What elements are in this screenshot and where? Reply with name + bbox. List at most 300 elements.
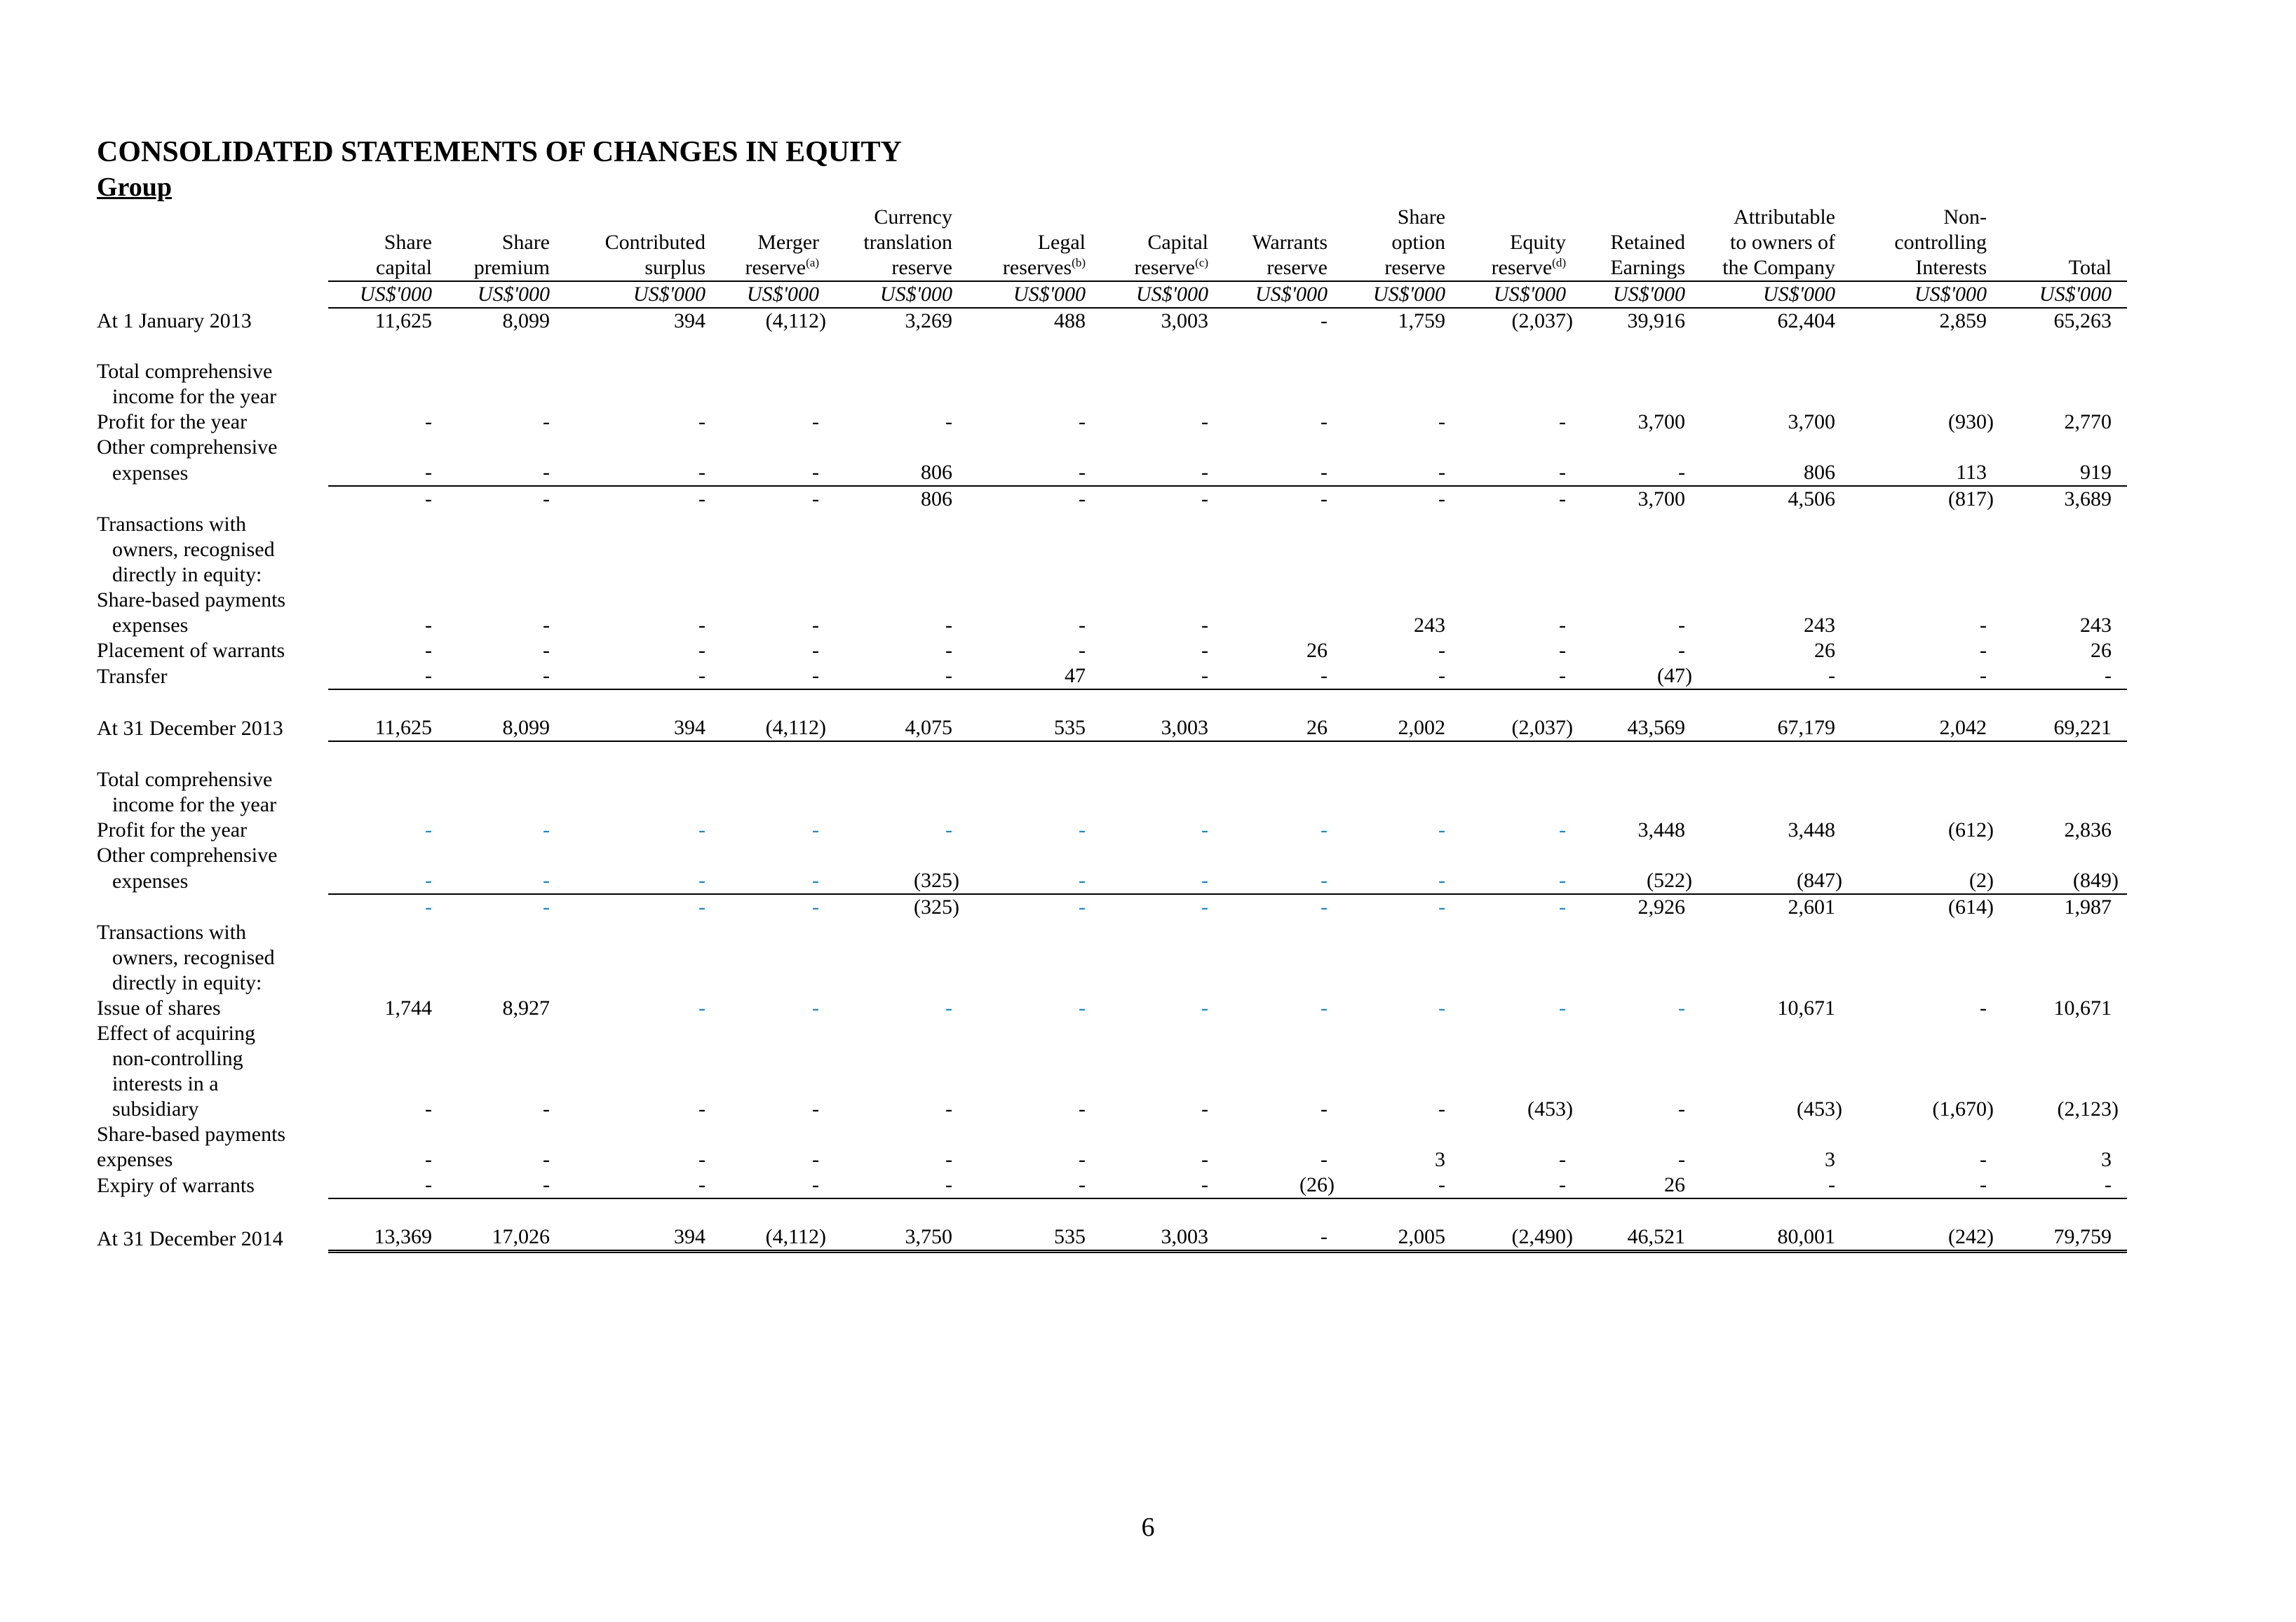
cell-value: - <box>1079 996 1086 1020</box>
cell-value: - <box>1321 1148 1328 1171</box>
value-cell <box>328 588 447 613</box>
table-row <box>97 410 2127 435</box>
cell-value: - <box>1559 410 1566 433</box>
value-cell <box>1461 920 1581 945</box>
value-cell <box>2002 512 2127 537</box>
value-cell <box>1224 1224 1343 1252</box>
cell-value: - <box>425 487 432 511</box>
cell-value: - <box>1678 996 1685 1020</box>
value-cell <box>1461 767 1581 792</box>
value-cell <box>835 359 968 384</box>
value-cell <box>1701 1147 1851 1172</box>
value-cell <box>1343 613 1461 638</box>
value-cell <box>968 894 1101 920</box>
value-cell <box>968 562 1101 588</box>
cell-value: - <box>1559 1173 1566 1196</box>
value-cell <box>2002 1122 2127 1147</box>
value-cell <box>1101 767 1224 792</box>
column-header-text: controlling <box>1894 231 1987 254</box>
cell-value: - <box>945 664 952 687</box>
unit-label <box>565 281 721 308</box>
row-label: expenses <box>112 461 189 485</box>
footnote-marker: (d) <box>1552 256 1566 269</box>
unit-text: US$'000 <box>1372 283 1445 306</box>
value-cell <box>1581 792 1701 818</box>
cell-value: 13,369 <box>374 1225 432 1248</box>
cell-value: - <box>698 818 705 842</box>
cell-value: - <box>425 664 432 687</box>
value-cell <box>1224 308 1343 334</box>
cell-value: - <box>1438 1097 1445 1121</box>
cell-value: 488 <box>1054 309 1086 332</box>
value-cell <box>565 894 721 920</box>
cell-value: - <box>945 614 952 637</box>
value-cell <box>447 638 565 663</box>
value-cell <box>1343 715 1461 741</box>
value-cell <box>1581 384 1701 410</box>
value-cell <box>1461 792 1581 818</box>
value-cell <box>2002 1021 2127 1046</box>
cell-value: - <box>543 869 550 892</box>
cell-value <box>1328 614 1343 637</box>
spacer-cell <box>97 334 2127 359</box>
value-cell <box>2002 920 2127 945</box>
value-cell <box>968 818 1101 843</box>
value-cell <box>1224 460 1343 486</box>
cell-value: (2) <box>1969 869 1994 892</box>
header-row <box>97 205 2127 230</box>
value-cell <box>2002 562 2127 588</box>
cell-value: 65,263 <box>2053 309 2112 332</box>
cell-value: 3,003 <box>1161 309 1208 332</box>
value-cell <box>447 359 565 384</box>
value-cell <box>1343 843 1461 868</box>
value-cell <box>1343 562 1461 588</box>
value-cell <box>1224 868 1343 894</box>
cell-value: - <box>1438 639 1445 662</box>
column-header <box>1851 255 2002 281</box>
value-cell <box>328 1147 447 1172</box>
value-cell <box>1101 1224 1224 1252</box>
value-cell <box>968 410 1101 435</box>
value-cell <box>721 613 835 638</box>
cell-value: - <box>543 896 550 919</box>
value-cell <box>721 1172 835 1198</box>
value-cell <box>968 588 1101 613</box>
cell-value: - <box>945 639 952 662</box>
row-label: At 31 December 2014 <box>97 1226 283 1250</box>
table-row <box>97 638 2127 663</box>
value-cell <box>1701 945 1851 971</box>
value-cell <box>2002 1097 2127 1122</box>
column-header <box>1581 255 1701 281</box>
value-cell <box>565 1021 721 1046</box>
value-cell <box>721 460 835 486</box>
cell-value: - <box>1438 818 1445 842</box>
value-cell <box>1701 920 1851 945</box>
cell-value: - <box>2105 664 2112 687</box>
row-label: Share-based payments <box>97 1123 286 1146</box>
value-cell <box>835 562 968 588</box>
row-label: Profit for the year <box>97 818 248 842</box>
column-header <box>1101 205 1224 230</box>
cell-value: (4,112) <box>765 309 826 332</box>
value-cell <box>1343 460 1461 486</box>
cell-value: - <box>425 461 432 484</box>
value-cell <box>1701 996 1851 1021</box>
value-cell <box>1461 1046 1581 1072</box>
value-cell <box>565 435 721 460</box>
value-cell <box>721 894 835 920</box>
column-header-text: capital <box>376 256 432 279</box>
cell-value: - <box>698 487 705 511</box>
column-header <box>1224 205 1343 230</box>
value-cell <box>1581 818 1701 843</box>
value-cell <box>721 715 835 741</box>
table-row <box>97 945 2127 971</box>
value-cell <box>565 384 721 410</box>
cell-value: - <box>1438 869 1445 892</box>
cell-value: - <box>425 614 432 637</box>
cell-value: - <box>1559 896 1566 919</box>
column-header-text: Retained <box>1610 231 1685 254</box>
cell-value: - <box>812 487 819 511</box>
cell-value: - <box>1201 664 1208 687</box>
value-cell <box>1581 588 1701 613</box>
unit-text: US$'000 <box>1914 283 1987 306</box>
value-cell <box>1101 818 1224 843</box>
value-cell <box>2002 1224 2127 1252</box>
table-row <box>97 308 2127 334</box>
cell-value: 806 <box>921 461 952 484</box>
cell-value: - <box>812 1148 819 1171</box>
value-cell <box>835 894 968 920</box>
value-cell <box>447 715 565 741</box>
value-cell <box>1461 486 1581 512</box>
cell-value: - <box>945 996 952 1020</box>
cell-value: 806 <box>921 487 952 511</box>
cell-value: (26) <box>1299 1173 1335 1196</box>
column-header-text: Contributed <box>605 231 705 254</box>
unit-label <box>968 281 1101 308</box>
value-cell <box>1701 308 1851 334</box>
value-cell <box>1461 1172 1581 1198</box>
column-header <box>328 230 447 255</box>
value-cell <box>968 1097 1101 1122</box>
cell-value: (614) <box>1948 896 1994 919</box>
cell-value: 3,700 <box>1637 410 1685 433</box>
column-header <box>565 205 721 230</box>
table-row <box>97 1122 2127 1147</box>
value-cell <box>2002 894 2127 920</box>
cell-value: 1,987 <box>2064 896 2112 919</box>
cell-value: 3,689 <box>2064 487 2112 511</box>
value-cell <box>1851 1147 2002 1172</box>
cell-value: - <box>543 1148 550 1171</box>
cell-value: - <box>543 410 550 433</box>
value-cell <box>835 843 968 868</box>
value-cell <box>721 843 835 868</box>
value-cell <box>328 1097 447 1122</box>
value-cell <box>447 613 565 638</box>
value-cell <box>1343 486 1461 512</box>
value-cell <box>328 818 447 843</box>
cell-value: - <box>1201 996 1208 1020</box>
cell-value: - <box>1559 996 1566 1020</box>
row-label: Effect of acquiring <box>97 1022 256 1045</box>
value-cell <box>565 868 721 894</box>
value-cell <box>1224 996 1343 1021</box>
value-cell <box>565 843 721 868</box>
value-cell <box>835 537 968 562</box>
value-cell <box>1224 512 1343 537</box>
value-cell <box>835 818 968 843</box>
cell-value: 26 <box>1814 639 1835 662</box>
value-cell <box>328 663 447 689</box>
value-cell <box>447 384 565 410</box>
value-cell <box>1343 663 1461 689</box>
row-label: directly in equity: <box>112 971 262 994</box>
value-cell <box>1701 715 1851 741</box>
value-cell <box>2002 1172 2127 1198</box>
value-cell <box>1343 512 1461 537</box>
value-cell <box>1581 996 1701 1021</box>
cell-value: - <box>1438 1173 1445 1196</box>
unit-label <box>1701 281 1851 308</box>
cell-value: (817) <box>1948 487 1994 511</box>
column-header-text: reserve <box>891 256 952 279</box>
cell-value: 3,700 <box>1788 410 1835 433</box>
cell-value: (2,123) <box>2057 1097 2119 1121</box>
cell-value: - <box>1438 664 1445 687</box>
value-cell <box>968 663 1101 689</box>
value-cell <box>1224 410 1343 435</box>
value-cell <box>1224 638 1343 663</box>
value-cell <box>1224 663 1343 689</box>
cell-value: 3 <box>2101 1148 2112 1171</box>
cell-value: - <box>812 869 819 892</box>
unit-label <box>447 281 565 308</box>
cell-value: 79,759 <box>2053 1225 2112 1248</box>
value-cell <box>1343 359 1461 384</box>
value-cell <box>1101 486 1224 512</box>
unit-text: US$'000 <box>477 283 550 306</box>
value-cell <box>968 996 1101 1021</box>
value-cell <box>1343 818 1461 843</box>
cell-value: - <box>1559 818 1566 842</box>
value-cell <box>835 1224 968 1252</box>
cell-value: (849) <box>2073 869 2119 892</box>
cell-value: 26 <box>1664 1173 1685 1196</box>
value-cell <box>2002 308 2127 334</box>
value-cell <box>328 715 447 741</box>
cell-value: 3,003 <box>1161 716 1208 739</box>
cell-value: (2,037) <box>1511 309 1573 332</box>
cell-value: - <box>425 639 432 662</box>
value-cell <box>721 512 835 537</box>
cell-value: - <box>1321 818 1328 842</box>
cell-value: - <box>1678 614 1685 637</box>
column-header <box>835 205 968 230</box>
cell-value: - <box>812 896 819 919</box>
value-cell <box>721 410 835 435</box>
cell-value: (2,037) <box>1511 716 1573 739</box>
cell-value: 243 <box>1414 614 1445 637</box>
value-cell <box>1851 308 2002 334</box>
value-cell <box>328 435 447 460</box>
cell-value: 47 <box>1065 664 1086 687</box>
row-label: Profit for the year <box>97 410 248 433</box>
value-cell <box>1701 537 1851 562</box>
cell-value: - <box>1079 869 1086 892</box>
value-cell <box>1343 996 1461 1021</box>
value-cell <box>565 512 721 537</box>
cell-value: 394 <box>674 1225 705 1248</box>
value-cell <box>1224 818 1343 843</box>
value-cell <box>1461 715 1581 741</box>
value-cell <box>835 1072 968 1097</box>
value-cell <box>968 767 1101 792</box>
value-cell <box>1343 1046 1461 1072</box>
column-header-text: Total <box>2068 256 2112 279</box>
value-cell <box>1851 460 2002 486</box>
cell-value: - <box>543 1097 550 1121</box>
value-cell <box>1101 1172 1224 1198</box>
spacer-row <box>97 334 2127 359</box>
cell-value: - <box>1321 996 1328 1020</box>
value-cell <box>1701 486 1851 512</box>
value-cell <box>447 843 565 868</box>
value-cell <box>1701 1072 1851 1097</box>
page-number: 6 <box>1141 1513 1155 1542</box>
value-cell <box>1701 971 1851 996</box>
table-row <box>97 868 2127 894</box>
row-label: owners, recognised <box>112 946 275 969</box>
table-row <box>97 537 2127 562</box>
value-cell <box>447 1147 565 1172</box>
value-cell <box>721 435 835 460</box>
value-cell <box>1701 512 1851 537</box>
value-cell <box>1851 1122 2002 1147</box>
value-cell <box>2002 1046 2127 1072</box>
column-header-text: Non- <box>1943 205 1987 229</box>
value-cell <box>565 792 721 818</box>
value-cell <box>1343 868 1461 894</box>
value-cell <box>447 792 565 818</box>
table-row <box>97 920 2127 945</box>
value-cell <box>968 384 1101 410</box>
value-cell <box>1581 920 1701 945</box>
value-cell <box>721 537 835 562</box>
table-row <box>97 359 2127 384</box>
value-cell <box>1581 1122 1701 1147</box>
value-cell <box>565 410 721 435</box>
value-cell <box>1224 1046 1343 1072</box>
cell-value: - <box>1678 1097 1685 1121</box>
value-cell <box>1101 460 1224 486</box>
cell-value: - <box>1678 461 1685 484</box>
value-cell <box>565 638 721 663</box>
value-cell <box>1581 410 1701 435</box>
value-cell <box>1461 663 1581 689</box>
cell-value: (847) <box>1797 869 1842 892</box>
unit-text: US$'000 <box>879 283 952 306</box>
header-spacer <box>97 255 328 281</box>
row-label: interests in a <box>112 1072 219 1095</box>
value-cell <box>1224 384 1343 410</box>
statement-title: CONSOLIDATED STATEMENTS OF CHANGES IN EQUITY <box>97 136 902 168</box>
value-cell <box>1343 1072 1461 1097</box>
cell-value: (930) <box>1948 410 1994 433</box>
column-header-text: Capital <box>1147 231 1208 254</box>
value-cell <box>328 410 447 435</box>
cell-value: - <box>1201 869 1208 892</box>
value-cell <box>721 308 835 334</box>
value-cell <box>1101 920 1224 945</box>
value-cell <box>1343 894 1461 920</box>
value-cell <box>447 1046 565 1072</box>
value-cell <box>1224 843 1343 868</box>
value-cell <box>1581 486 1701 512</box>
value-cell <box>1101 715 1224 741</box>
value-cell <box>1461 460 1581 486</box>
value-cell <box>968 537 1101 562</box>
value-cell <box>835 663 968 689</box>
cell-value: - <box>1079 896 1086 919</box>
value-cell <box>1851 767 2002 792</box>
value-cell <box>968 971 1101 996</box>
value-cell <box>328 767 447 792</box>
value-cell <box>2002 638 2127 663</box>
row-label <box>97 894 328 920</box>
cell-value: 1,744 <box>384 996 432 1020</box>
cell-value: 11,625 <box>374 716 432 739</box>
cell-value: 3,448 <box>1637 818 1685 842</box>
header-row <box>97 255 2127 281</box>
value-cell <box>1461 1072 1581 1097</box>
cell-value: - <box>543 614 550 637</box>
value-cell <box>1851 843 2002 868</box>
value-cell <box>1343 920 1461 945</box>
value-cell <box>1701 435 1851 460</box>
value-cell <box>1701 1172 1851 1198</box>
value-cell <box>721 486 835 512</box>
unit-label <box>1224 281 1343 308</box>
spacer-cell <box>97 1198 2127 1224</box>
value-cell <box>835 384 968 410</box>
value-cell <box>1701 868 1851 894</box>
value-cell <box>2002 868 2127 894</box>
column-header-text: Interests <box>1915 256 1987 279</box>
value-cell <box>1461 1224 1581 1252</box>
cell-value: - <box>1980 664 1987 687</box>
value-cell <box>2002 663 2127 689</box>
column-header <box>1461 255 1581 281</box>
value-cell <box>1581 435 1701 460</box>
unit-label <box>835 281 968 308</box>
value-cell <box>968 1021 1101 1046</box>
value-cell <box>1581 868 1701 894</box>
value-cell <box>1581 715 1701 741</box>
table-row <box>97 613 2127 638</box>
cell-value: 43,569 <box>1627 716 1685 739</box>
value-cell <box>2002 613 2127 638</box>
value-cell <box>1101 638 1224 663</box>
cell-value: - <box>698 1097 705 1121</box>
cell-value: - <box>1980 639 1987 662</box>
row-label: expenses <box>97 1148 173 1171</box>
cell-value: - <box>1559 614 1566 637</box>
